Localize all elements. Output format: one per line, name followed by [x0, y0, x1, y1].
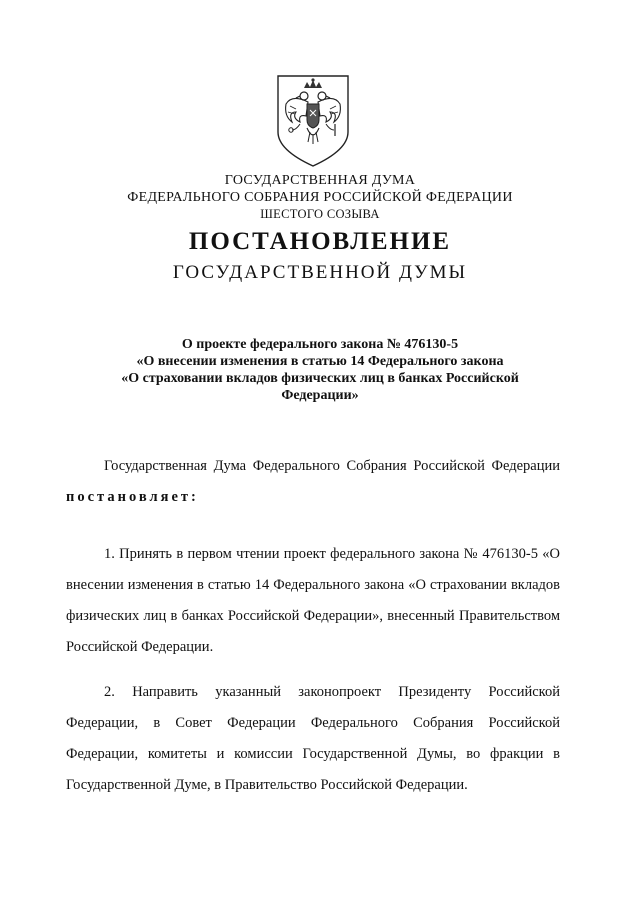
header-line-1: ГОСУДАРСТВЕННАЯ ДУМА	[224, 173, 416, 188]
intro-text: Государственная Дума Федерального Собрания Российской Федерации	[104, 458, 560, 474]
coat-of-arms-icon	[274, 72, 352, 170]
intro-paragraph	[66, 451, 560, 513]
item-2-paragraph: 2. Направить указанный законопроект Президенту Российской Федерации, в Совет Федерации Федерального Собрания Российской Федерации, комитеты и комиссии Государственной Думы, во фракции в Государственной Думе, в Правительство Российской Федерации.	[66, 684, 560, 793]
document-subtitle: ГОСУДАРСТВЕННОЙ ДУМЫ	[172, 262, 468, 283]
header-line-2: ФЕДЕРАЛЬНОГО СОБРАНИЯ РОССИЙСКОЙ ФЕДЕРАЦИИ	[127, 190, 513, 205]
item-1-paragraph: 1. Принять в первом чтении проект федерального закона № 476130-5 «О внесении изменения в статью 14 Федерального закона «О страховании вкладов физических лиц в банках Российской Федерации», внесенный Правительством Российской Федерации.	[66, 546, 560, 655]
caption-line-1: О проекте федерального закона № 476130-5	[181, 337, 459, 352]
document-caption	[70, 336, 570, 404]
document-title: ПОСТАНОВЛЕНИЕ	[188, 228, 452, 255]
caption-line-3: «О страховании вкладов физических лиц в банках Российской	[121, 371, 519, 386]
caption-line-2: «О внесении изменения в статью 14 Федерального закона	[136, 354, 504, 369]
caption-line-4: Федерации»	[281, 388, 359, 403]
intro-resolves: постановляет:	[66, 489, 199, 505]
header-line-3: ШЕСТОГО СОЗЫВА	[260, 207, 380, 221]
